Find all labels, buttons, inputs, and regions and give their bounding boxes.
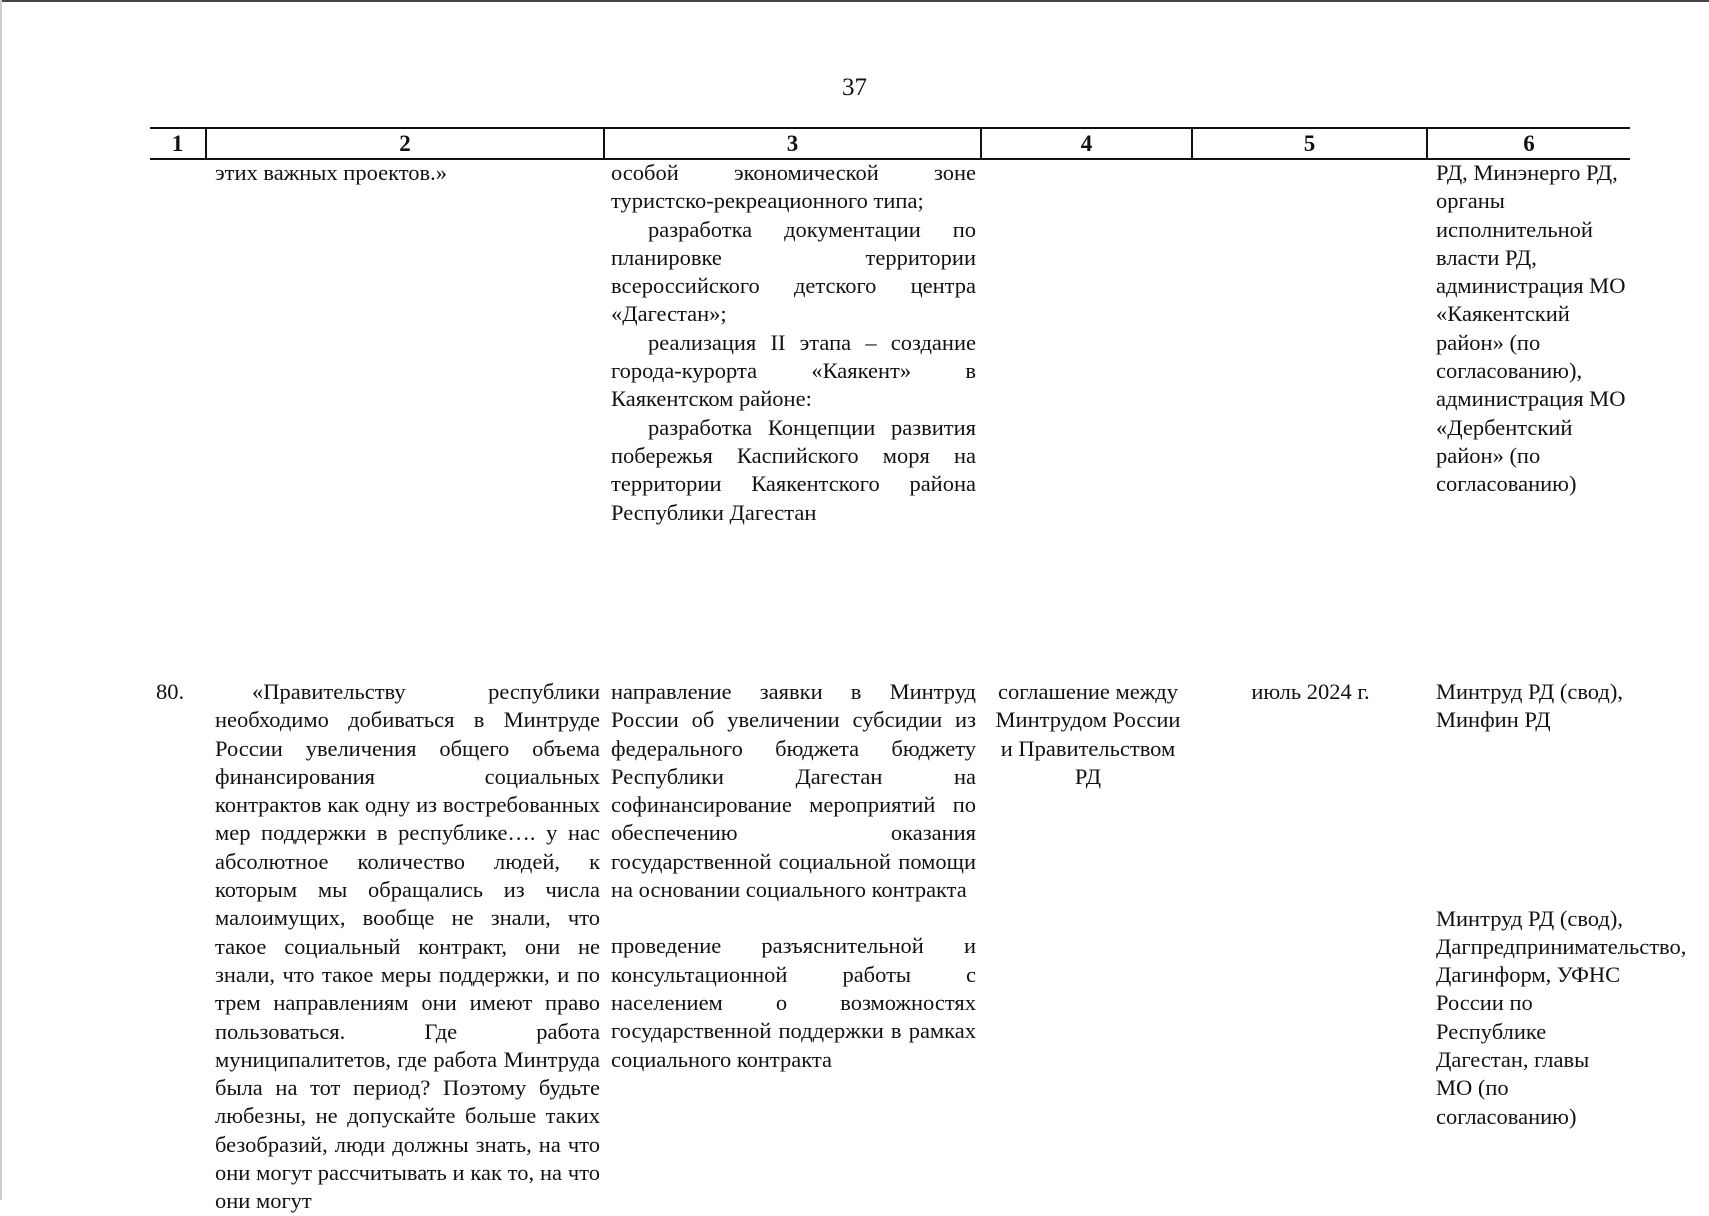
page-number: 37 — [842, 74, 867, 101]
header-col-3: 3 — [605, 129, 982, 158]
row-80-number: 80. — [156, 679, 185, 704]
header-col-2: 2 — [207, 129, 605, 158]
continuation-col3-text-4: разработка Концепции развития побережья Каспийского моря на территории Каякентского района Республики Дагестан — [611, 414, 976, 525]
continuation-col-3 — [611, 159, 976, 527]
row-80-col-2: «Правительству республики необходимо добиваться в Минтруде России увеличения общего объема финансирования социальных контрактов как одну из востребованных мер поддержки в республике…. у нас абсолютное количество людей, к которым мы обращались из числа малоимущих, вообще не знали, что такое социальный контракт, они не знали, что такое меры поддержки, и по трем направлениям они имеют право пользоваться. Где работа муниципалитетов, где работа Минтруда была на тот период? Поэтому будьте любезны, не допускайте больше таких безобразий, люди должны знать, на что они могут рассчитывать и как то, на что они могут — [215, 679, 600, 1214]
row-80-col3-item-1: направление заявки в Минтруд России об увеличении субсидии из федерального бюджета бюджету Республики Дагестан на софинансирование мероприятий по обеспечению оказания государственной социальной помощи на основании социального контракта — [611, 679, 976, 903]
continuation-col3-text-3: реализация II этапа – создание города-курорта «Каякент» в Каякентском районе: — [611, 329, 976, 412]
row-80-col6-item-2: Минтруд РД (свод), Дагпредпринимательство, Дагинформ, УФНС России по Республике Дагестан, главы МО (по согласованию) — [1436, 905, 1687, 1129]
header-col-6: 6 — [1523, 131, 1535, 156]
header-col-5: 5 — [1193, 129, 1428, 158]
row-80-col-6 — [1436, 678, 1687, 1131]
header-col-4: 4 — [982, 129, 1193, 158]
continuation-col-6: РД, Минэнерго РД, органы исполнительной власти РД, администрация МО «Каякентский район» (по согласованию), администрация МО «Дербентский район» (по согласованию) — [1436, 160, 1626, 497]
scan-edge-top — [0, 0, 1709, 2]
row-80-col-5: июль 2024 г. — [1251, 679, 1370, 704]
scan-edge-left — [0, 0, 2, 1200]
row-80-col-3 — [611, 678, 976, 1074]
continuation-col3-text-1: особой экономической зоне туристско-рекреационного типа; — [611, 160, 976, 214]
table-header-row — [150, 127, 1630, 160]
header-col-1: 1 — [150, 129, 207, 158]
plan-table — [150, 127, 1687, 1214]
row-80-col6-item-1: Минтруд РД (свод), Минфин РД — [1436, 679, 1623, 733]
row-80-col-4: соглашение между Минтрудом России и Правительством РД — [995, 679, 1181, 789]
continuation-col-2: этих важных проектов.» — [215, 160, 448, 185]
row-80-col3-item-2: проведение разъяснительной и консультационной работы с населением о возможностях государственной поддержки в рамках социального контракта — [611, 933, 976, 1072]
continuation-col3-text-2: разработка документации по планировке территории всероссийского детского центра «Дагестан»; — [611, 216, 976, 327]
